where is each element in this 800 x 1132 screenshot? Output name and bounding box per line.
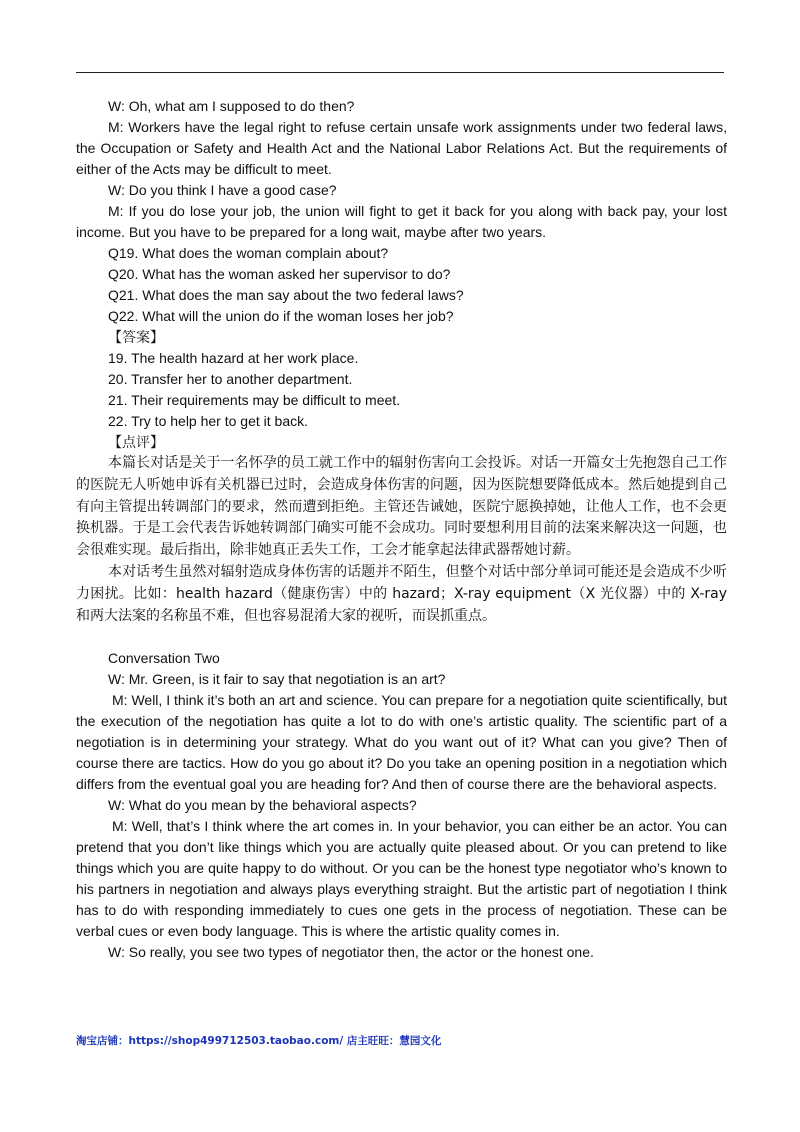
comment-heading: 【点评】 — [108, 434, 164, 450]
shop-footer: 淘宝店铺：https://shop499712503.taobao.com/ 店主旺旺：慧园文化 — [76, 1035, 442, 1047]
dialogue-line: M: Well, I think it’s both an art and science. You can prepare for a negotiation quite scientifically, but the execution of the negotiation has quite a lot to do with one’s artistic quality. The scientific part of a negotiation is in determining your strategy. What do you want out of it? What can you give? Then of course there are tactics. How do you go about it? Do you take an opening position in a negotiation which differs from the eventual goal you are heading for? And then of course there are the behavioral aspects. — [76, 692, 727, 793]
document-body — [76, 96, 727, 963]
dialogue-line: W: What do you mean by the behavioral aspects? — [108, 797, 417, 814]
conversation-title: Conversation Two — [108, 650, 220, 667]
dialogue-line: W: Mr. Green, is it fair to say that negotiation is an art? — [108, 671, 446, 688]
dialogue-line: W: Do you think I have a good case? — [108, 182, 337, 198]
answer: 19. The health hazard at her work place. — [108, 350, 359, 366]
dialogue-line: W: So really, you see two types of negotiator then, the actor or the honest one. — [108, 944, 594, 961]
header-rule — [76, 72, 724, 73]
question: Q20. What has the woman asked her supervisor to do? — [108, 266, 451, 282]
answer: 21. Their requirements may be difficult to meet. — [108, 392, 401, 408]
dialogue-line: M: Workers have the legal right to refuse certain unsafe work assignments under two federal laws, the Occupation or Safety and Health Act and the National Labor Relations Act. But the requirements of either of the Acts may be difficult to meet. — [76, 119, 727, 177]
question: Q19. What does the woman complain about? — [108, 245, 389, 261]
dialogue-line: W: Oh, what am I supposed to do then? — [108, 98, 355, 114]
comment-paragraph: 本篇长对话是关于一名怀孕的员工就工作中的辐射伤害向工会投诉。对话一开篇女士先抱怨自己工作的医院无人听她申诉有关机器已过时，会造成身体伤害的问题，因为医院想要降低成本。然后她提到自己有向主管提出转调部门的要求，然而遭到拒绝。主管还告诫她，医院宁愿换掉她，让他人工作，也不会更换机器。于是工会代表告诉她转调部门确实可能不会成功。同时要想利用目前的法案来解决这一问题，也会很难实现。最后指出，除非她真正丢失工作，工会才能拿起法律武器帮她讨薪。 — [76, 455, 727, 559]
answer-heading: 【答案】 — [108, 329, 164, 345]
comment-paragraph: 本对话考生虽然对辐射造成身体伤害的话题并不陌生，但整个对话中部分单词可能还是会造成不少听力困扰。比如：health hazard（健康伤害）中的 hazard；X-ray equipment（X 光仪器）中的 X-ray 和两大法案的名称虽不难，但也容易混淆大家的视听，而误抓重点。 — [76, 563, 727, 624]
answer: 20. Transfer her to another department. — [108, 371, 353, 387]
dialogue-line: M: If you do lose your job, the union will fight to get it back for you along with back pay, your lost income. But you have to be prepared for a long wait, maybe after two years. — [76, 203, 727, 240]
question: Q21. What does the man say about the two federal laws? — [108, 287, 464, 303]
dialogue-line: M: Well, that’s I think where the art comes in. In your behavior, you can either be an actor. You can pretend that you don’t like things which you are actually quite pleased about. Or you can pretend to like things which you are quite happy to do without. Or you can be the honest type negotiator who’s known to his partners in negotiation and always plays everything straight. But the artistic part of negotiation I think has to do with responding immediately to cues one gets in the process of negotiation. These can be verbal cues or even body language. This is where the artistic quality comes in. — [76, 818, 727, 940]
answer: 22. Try to help her to get it back. — [108, 413, 308, 429]
question: Q22. What will the union do if the woman loses her job? — [108, 308, 454, 324]
